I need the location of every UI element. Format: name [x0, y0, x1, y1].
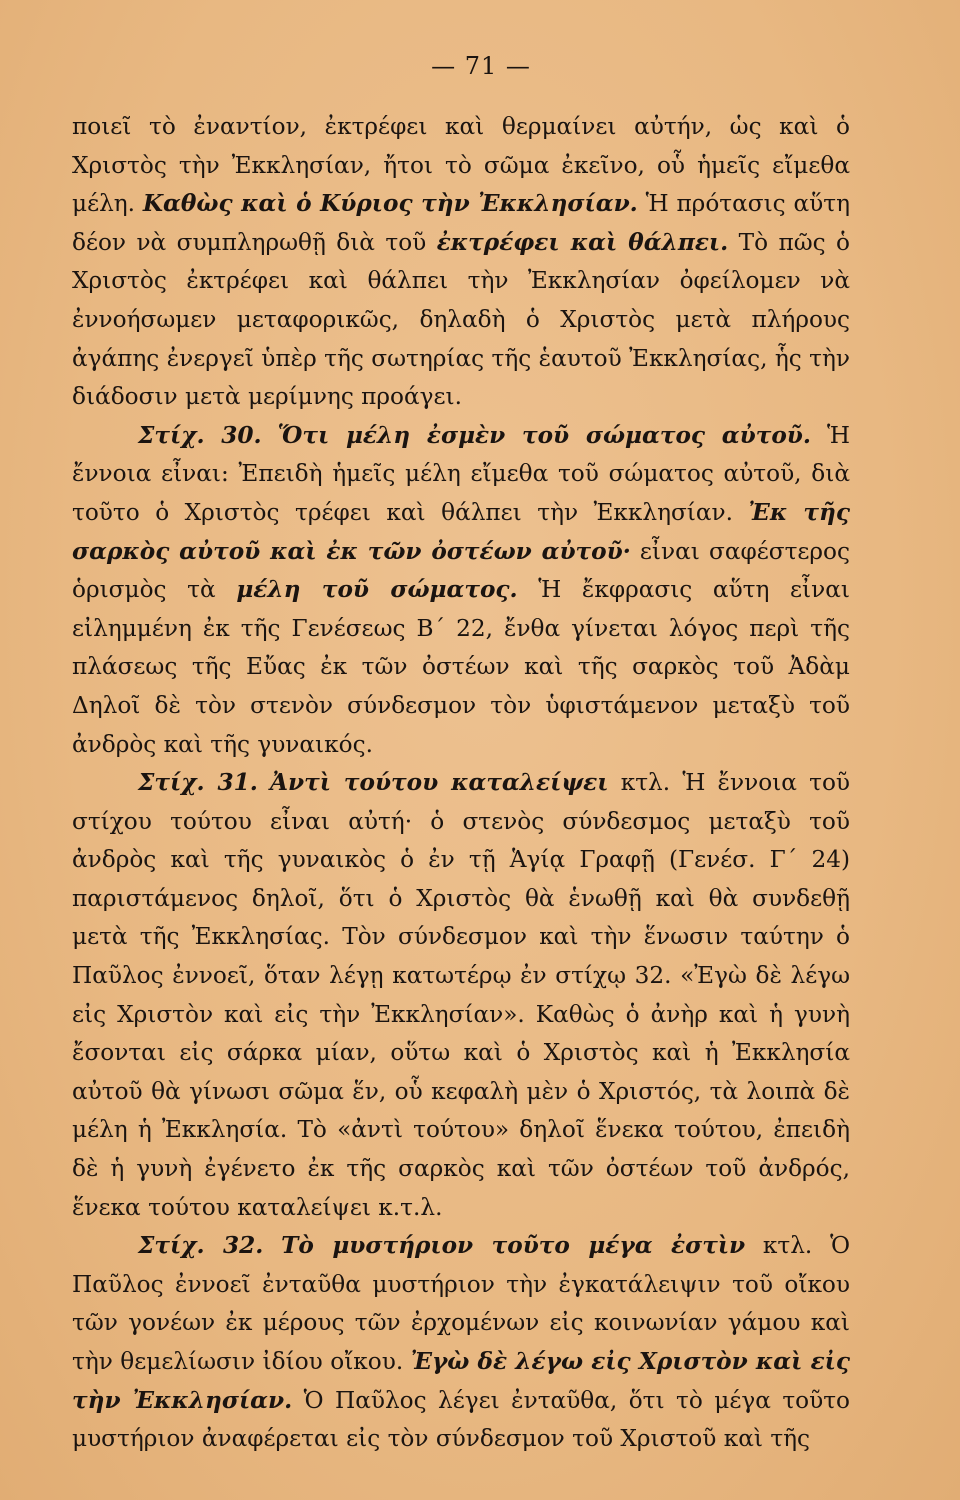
paragraph-1 [72, 108, 850, 417]
verse-heading: Στίχ. 31. [138, 769, 258, 797]
paragraph-verse-32 [72, 1227, 850, 1459]
bold-italic-phrase: Ἀντὶ τούτου καταλείψει [270, 769, 609, 797]
text-segment [258, 769, 270, 796]
bold-italic-phrase: ἐκτρέφει καὶ θάλπει. [436, 228, 729, 256]
text-segment: Ἡ ἔκφρασις αὕτη εἶναι εἰλημμένη ἐκ τῆς Γενέσεως Β΄ 22, ἔνθα γίνεται λόγος περὶ τῆς πλάσεως τῆς Εὔας ἐκ τῶν ὀστέων καὶ τῆς σαρκὸς τοῦ Ἀδὰμ Δηλοῖ δὲ τὸν στενὸν σύνδεσμον τὸν ὑφιστάμενον μεταξὺ τοῦ ἀνδρὸς καὶ τῆς γυναικός. [72, 576, 850, 758]
page-number: — 71 — [431, 52, 531, 80]
bold-italic-phrase: Ἐκ τῆς σαρκὸς αὐτοῦ καὶ ἐκ τῶν ὀστέων αὐτοῦ· [72, 498, 850, 565]
text-segment: Τὸ πῶς ὁ Χριστὸς ἐκτρέφει καὶ θάλπει τὴν Ἐκκλησίαν ὀφείλομεν νὰ ἐννοήσωμεν μεταφορικῶς, δηλαδὴ ὁ Χριστὸς μετὰ πλήρους ἀγάπης ἐνεργεῖ ὑπὲρ τῆς σωτηρίας τῆς ἑαυτοῦ Ἐκκλησίας, ἧς τὴν διάδοσιν μετὰ μερίμνης προάγει. [72, 228, 851, 411]
text-segment: ποιεῖ τὸ ἐναντίον, ἐκτρέφει καὶ θερμαίνει αὐτήν, ὡς καὶ ὁ Χριστὸς τὴν Ἐκκλησίαν, ἤτοι τὸ σῶμα ἐκεῖνο, οὗ ἡμεῖς εἴμεθα μέλη. [72, 113, 850, 218]
text-segment: κτλ. Ἡ ἔννοια τοῦ στίχου τούτου εἶναι αὐτή· ὁ στενὸς σύνδεσμος μεταξὺ τοῦ ἀνδρὸς καὶ τῆς γυναικὸς ὁ ἐν τῇ Ἁγίᾳ Γραφῇ (Γενέσ. Γ΄ 24) παριστάμενος δηλοῖ, ὅτι ὁ Χριστὸς θὰ ἑνωθῇ καὶ θὰ συνδεθῇ μετὰ τῆς Ἐκκλησίας. Τὸν σύνδεσμον καὶ τὴν ἕνωσιν ταύτην ὁ Παῦλος ἐννοεῖ, ὅταν λέγῃ κατωτέρῳ ἐν στίχῳ 32. «Ἐγὼ δὲ λέγω εἰς Χριστὸν καὶ εἰς τὴν Ἐκκλησίαν». Καθὼς ὁ ἀνὴρ καὶ ἡ γυνὴ ἔσονται εἰς σάρκα μίαν, οὕτω καὶ ὁ Χριστὸς καὶ ἡ Ἐκκλησία αὐτοῦ θὰ γίνωσι σῶμα ἕν, οὗ κεφαλὴ μὲν ὁ Χριστός, τὰ λοιπὰ δὲ μέλη ἡ Ἐκκλησία. Τὸ «ἀντὶ τούτου» δηλοῖ ἕνεκα τούτου, ἐπειδὴ δὲ ἡ γυνὴ ἐγένετο ἐκ τῆς σαρκὸς καὶ τῶν ὀστέων τοῦ ἀνδρός, ἕνεκα τούτου καταλείψει κ.τ.λ. [72, 769, 851, 1221]
text-segment: Ἡ πρότασις αὕτη δέον νὰ συμπληρωθῇ διὰ τοῦ [72, 190, 850, 256]
bold-italic-phrase: Ὅτι μέλη ἐσμὲν τοῦ σώματος αὐτοῦ. [277, 421, 811, 449]
bold-italic-phrase: μέλη τοῦ σώματος. [236, 576, 518, 604]
bold-italic-phrase: Τὸ μυστήριον τοῦτο μέγα ἐστὶν [281, 1232, 746, 1260]
verse-heading: Στίχ. 32. [138, 1232, 264, 1260]
bold-italic-phrase: Καθὼς καὶ ὁ Κύριος τὴν Ἐκκλησίαν. [142, 190, 638, 218]
text-segment: κτλ. Ὁ Παῦλος ἐννοεῖ ἐνταῦθα μυστήριον τὴν ἐγκατάλειψιν τοῦ οἴκου τῶν γονέων ἐκ μέρους τῶν ἐρχομένων εἰς κοινωνίαν γάμου καὶ τὴν θεμελίωσιν ἰδίου οἴκου. [72, 1232, 851, 1375]
bold-italic-phrase: Ἐγὼ δὲ λέγω εἰς Χριστὸν καὶ εἰς τὴν Ἐκκλησίαν. [72, 1348, 850, 1414]
verse-heading: Στίχ. 30. [138, 421, 262, 449]
text-segment: Ἡ ἔννοια εἶναι: Ἐπειδὴ ἡμεῖς μέλη εἴμεθα τοῦ σώματος αὐτοῦ, διὰ τοῦτο ὁ Χριστὸς τρέφει καὶ θάλπει τὴν Ἐκκλησίαν. [72, 421, 850, 526]
paragraph-verse-31 [72, 764, 850, 1227]
paragraph-verse-30 [72, 417, 850, 764]
text-segment: Ὁ Παῦλος λέγει ἐνταῦθα, ὅτι τὸ μέγα τοῦτο μυστήριον ἀναφέρεται εἰς τὸν σύνδεσμον τοῦ Χριστοῦ καὶ τῆς [72, 1386, 850, 1453]
text-segment [263, 1232, 281, 1259]
text-segment [262, 422, 278, 449]
text-segment: εἶναι σαφέστερος ὁρισμὸς τὰ [72, 537, 850, 604]
